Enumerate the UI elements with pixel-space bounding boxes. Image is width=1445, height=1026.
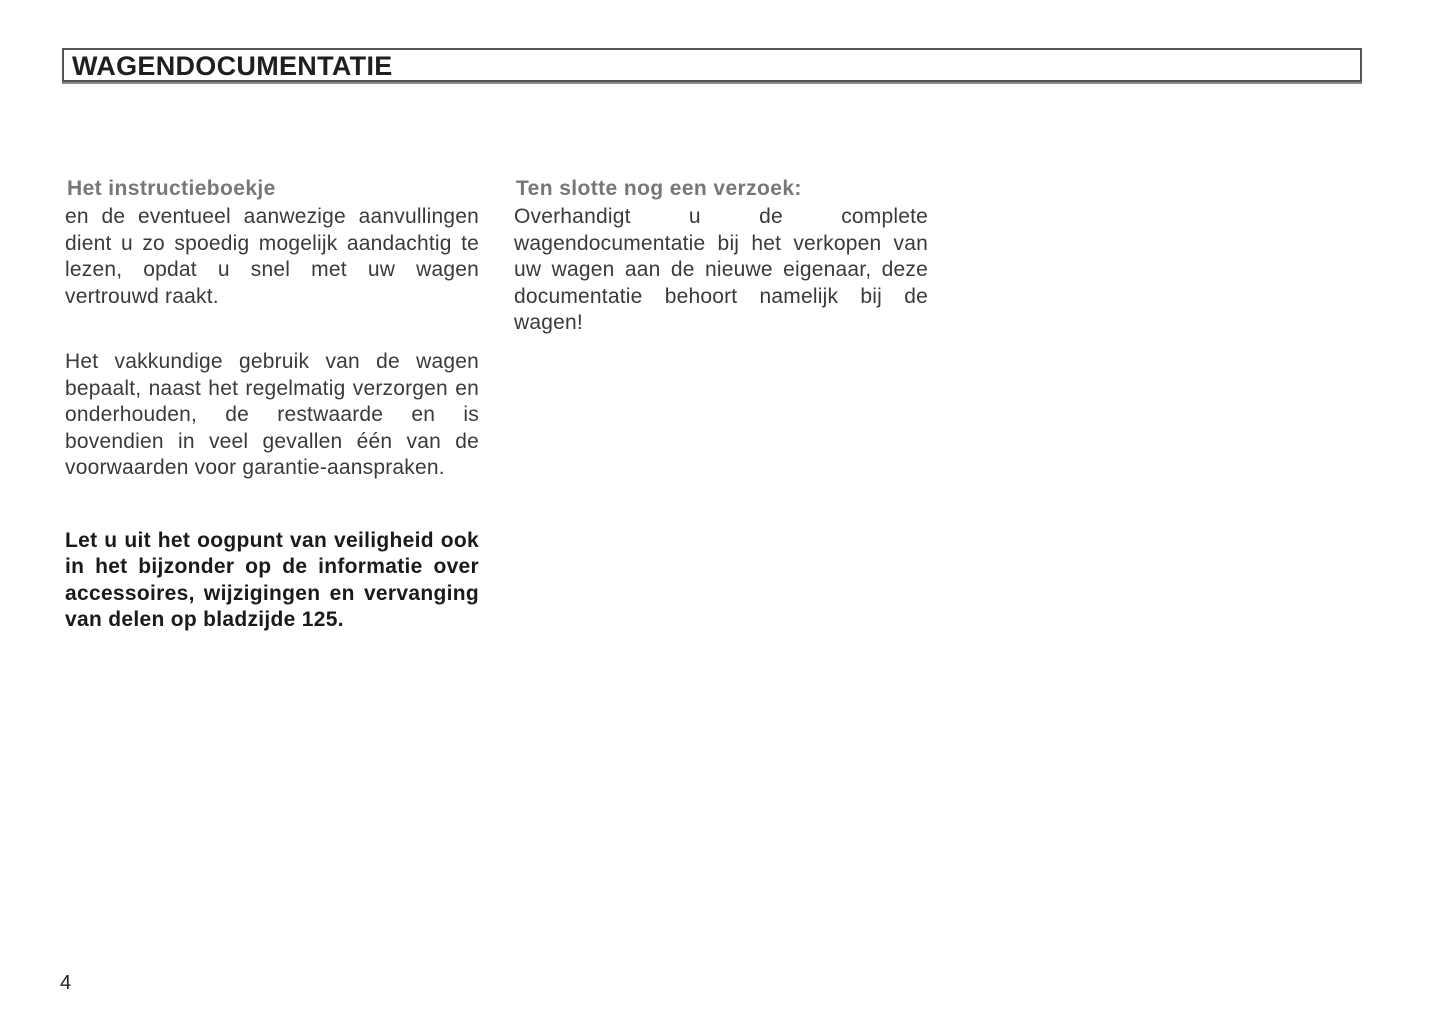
safety-notice: Let u uit het oogpunt van veiligheid ook in het bijzonder op de informatie over accessoires, wijzigingen en vervanging van delen op bladzijde 125. [65,528,479,631]
paragraph-read-booklet: en de eventueel aanwezige aanvullingen dient u zo spoedig mogelijk aandachtig te lezen, opdat u snel met uw wagen vertrouwd raakt. [65,205,479,308]
title-box [62,48,1362,82]
section-heading-final-request: Ten slotte nog een verzoek: [516,177,802,200]
page-number: 4 [60,972,72,994]
paragraph-proper-use: Het vakkundige gebruik van de wagen bepaalt, naast het regelmatig verzorgen en onderhouden, de restwaarde en is bovendien in veel gevallen één van de voorwaarden voor garantie-aanspraken. [65,350,479,479]
page-title: WAGENDOCUMENTATIE [72,51,393,81]
right-column [514,174,928,337]
section-heading-instruction-booklet: Het instructieboekje [67,177,276,200]
left-column [65,174,479,634]
paragraph-hand-over-documentation: Overhandigt u de complete wagendocumentatie bij het verkopen van uw wagen aan de nieuwe eigenaar, deze documentatie behoort namelijk bij de wagen! [514,205,928,334]
